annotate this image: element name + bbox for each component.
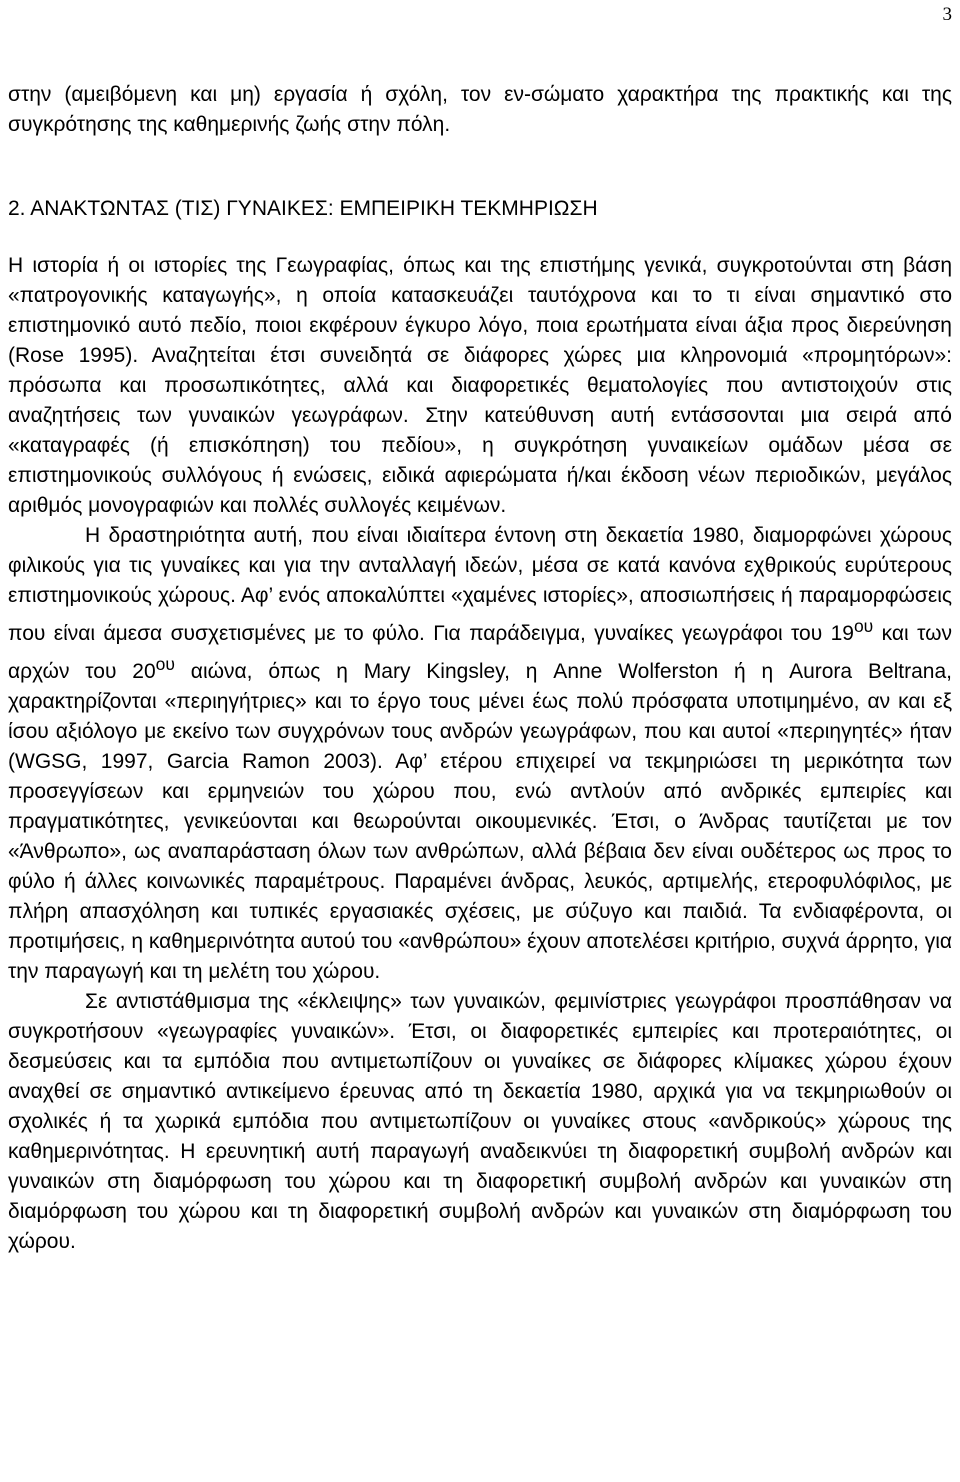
superscript-ou-1: ου	[853, 616, 874, 636]
paragraph-1: Η ιστορία ή οι ιστορίες της Γεωγραφίας, όπως και της επιστήμης γενικά, συγκροτούνται στη βάση «πατρογονικής καταγωγής», η οποία κατασκευάζει ταυτόχρονα και το τι είναι σημαντικό στο επιστημονικό αυτό πεδίο, ποιοι εκφέρουν έγκυρο λόγο, ποια ερωτήματα είναι άξια προς διερεύνηση (Rose 1995). Αναζητείται έτσι συνειδητά σε διάφορες χώρες μια κληρονομιά «προμητόρων»: πρόσωπα και προσωπικότητες, αλλά και διαφορετικές θεματολογίες που αντιστοιχούν στις αναζητήσεις των γυναικών γεωγράφων. Στην κατεύθυνση αυτή εντάσσονται μια σειρά από «καταγραφές (ή επισκόπηση) του πεδίου», η συγκρότηση γυναικείων ομάδων μέσα σε επιστημονικούς συλλόγους ή ενώσεις, ειδικά αφιερώματα ή/και έκδοση νέων περιοδικών, μεγάλος αριθμός μονογραφιών και πολλές συλλογές κειμένων.	[8, 254, 952, 517]
paragraph-2-part-2: και των αρχών του 20	[8, 622, 952, 683]
paragraph-3: Σε αντιστάθμισμα της «έκλειψης» των γυναικών, φεμινίστριες γεωγράφοι προσπάθησαν να συγκροτήσουν «γεωγραφίες γυναικών». Έτσι, οι διαφορετικές εμπειρίες και προτεραιότητες, οι δεσμεύσεις και τα εμπόδια που αντιμετωπίζουν οι γυναίκες σε διάφορες κλίμακες χώρου έχουν αναχθεί σε σημαντικό αντικείμενο έρευνας από τη δεκαετία 1980, αρχικά για να τεκμηριωθούν οι σχολικές ή τα χωρικά εμπόδια που αντιμετωπίζουν οι γυναίκες στους «ανδρικούς» χώρους της καθημερινότητας. Η ερευνητική αυτή παραγωγή αναδεικνύει τη διαφορετική συμβολή ανδρών και γυναικών στη διαμόρφωση του χώρου και τη διαφορετική συμβολή ανδρών και γυναικών στη διαμόρφωση του χώρου και τη διαφορετική συμβολή ανδρών και γυναικών στη διαμόρφωση του χώρου.	[8, 990, 952, 1253]
paragraph-2-part-1: Η δραστηριότητα αυτή, που είναι ιδιαίτερα έντονη στη δεκαετία 1980, διαμορφώνει χώρους φιλικούς για τις γυναίκες και για την ανταλλαγή ιδεών, μέσα σε κατά κανόνα εχθρικούς ευρύτερους επιστημονικούς χώρους. Αφ’ ενός αποκαλύπτει «χαμένες ιστορίες», αποσιωπήσεις ή παραμορφώσεις που είναι άμεσα συσχετισμένες με το φύλο. Για παράδειγμα, γυναίκες γεωγράφοι του 19	[8, 524, 952, 645]
superscript-ou-2: ου	[155, 654, 175, 674]
paragraph-2	[8, 521, 952, 987]
paragraph-2-part-3: αιώνα, όπως η Mary Kingsley, η Anne Wolferston ή η Aurora Beltrana, χαρακτηρίζονται «περιηγήτριες» και το έργο τους μένει έως πολύ πρόσφατα υποτιμημένο, αν και εξ ίσου αξιόλογο με εκείνο των συγχρόνων τους ανδρών γεωγράφων, που και αυτοί «περιηγητές» ήταν (WGSG, 1997, Garcia Ramon 2003). Αφ’ ετέρου επιχειρεί να τεκμηριώσει τη μερικότητα των προσεγγίσεων και ερμηνειών του χώρου που, ενώ αντλούν από ανδρικές εμπειρίες και πραγματικότητες, γενικεύονται και θεωρούνται οικουμενικές. Έτσι, ο Άνδρας ταυτίζεται με τον «Άνθρωπο», ως αναπαράσταση όλων των ανθρώπων, αλλά βέβαια δεν είναι ουδέτερος ως προς το φύλο ή άλλες κοινωνικές παραμέτρους. Παραμένει άνδρας, λευκός, αρτιμελής, ετεροφυλόφιλος, με πλήρη απασχόληση και τυπικές εργασιακές σχέσεις, με σύζυγο και παιδιά. Τα ενδιαφέροντα, οι προτιμήσεις, η καθημερινότητα αυτού του «ανθρώπου» έχουν αποτελέσει κριτήριο, συχνά άρρητο, για την παραγωγή και τη μελέτη του χώρου.	[8, 660, 952, 983]
document-body	[8, 80, 952, 1257]
page-number: 3	[942, 4, 952, 25]
intro-paragraph: στην (αμειβόμενη και μη) εργασία ή σχόλη, τον εν-σώματο χαρακτήρα της πρακτικής και της συγκρότησης της καθημερινής ζωής στην πόλη.	[8, 83, 952, 136]
section-heading: 2. ΑΝΑΚΤΩΝΤΑΣ (ΤΙΣ) ΓΥΝΑΙΚΕΣ: ΕΜΠΕΙΡΙΚΗ ΤΕΚΜΗΡΙΩΣΗ	[8, 197, 598, 220]
